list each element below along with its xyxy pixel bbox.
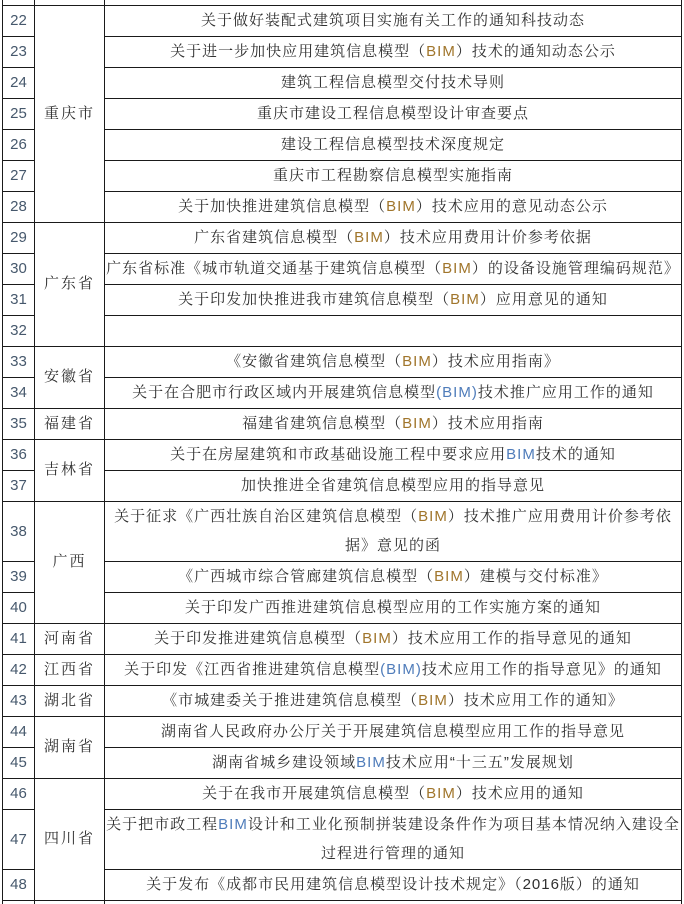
- bim-highlight-text: (BIM): [436, 383, 478, 401]
- table-row: [3, 439, 682, 470]
- bim-highlight-text: BIM: [362, 629, 392, 647]
- bim-highlight-text: BIM: [402, 414, 432, 432]
- document-title-cell: [105, 129, 682, 160]
- document-title-cell: [105, 561, 682, 592]
- row-number-cell: 34: [3, 377, 35, 408]
- document-title-cell: [105, 716, 682, 747]
- table-row: [3, 222, 682, 253]
- table-body: [3, 0, 682, 904]
- document-title-cell: [105, 346, 682, 377]
- title-text: 关于在我市开展建筑信息模型（: [202, 784, 427, 802]
- table-row: [3, 623, 682, 654]
- title-text: 关于做好装配式建筑项目实施有关工作的通知科技动态: [200, 11, 585, 29]
- bim-highlight-text: BIM: [442, 259, 472, 277]
- row-number-cell: 39: [3, 561, 35, 592]
- partial-row-bottom: [3, 900, 682, 904]
- title-text: 设计和工业化预制拼装建设条件作为项目基本情况纳入建设全过程进行管理的通知: [247, 816, 680, 862]
- document-title-cell: [105, 809, 682, 869]
- title-text: 广东省标准《城市轨道交通基于建筑信息模型（: [106, 259, 443, 277]
- row-number-cell: 30: [3, 253, 35, 284]
- province-cell: 江西省: [35, 654, 105, 685]
- province-cell: 河南省: [35, 623, 105, 654]
- title-text: 关于征求《广西壮族自治区建筑信息模型（: [114, 508, 419, 525]
- province-cell: 四川省: [35, 778, 105, 900]
- bim-highlight-text: (BIM): [380, 660, 422, 678]
- table-row: [3, 129, 682, 160]
- partial-row-cell: [105, 900, 682, 904]
- title-text: 关于加快推进建筑信息模型（: [178, 197, 387, 215]
- row-number-cell: 36: [3, 439, 35, 470]
- document-title-cell: [105, 778, 682, 809]
- table-row: [3, 377, 682, 408]
- title-text: 技术推广应用工作的通知: [477, 383, 654, 401]
- bim-highlight-text: BIM: [450, 290, 480, 308]
- title-text: 技术应用“十三五”发展规划: [385, 753, 574, 771]
- table-row: [3, 5, 682, 36]
- title-text: 关于印发广西推进建筑信息模型应用的工作实施方案的通知: [184, 598, 601, 616]
- table-row: [3, 592, 682, 623]
- bim-highlight-text: BIM: [434, 567, 464, 585]
- document-title-cell: [105, 685, 682, 716]
- document-title-cell: [105, 253, 682, 284]
- title-text: 湖南省人民政府办公厅关于开展建筑信息模型应用工作的指导意见: [160, 722, 625, 740]
- row-number-cell: 25: [3, 98, 35, 129]
- table-row: [3, 36, 682, 67]
- row-number-cell: 45: [3, 747, 35, 778]
- title-text: ）技术应用的通知: [455, 784, 584, 802]
- partial-row-cell: [35, 900, 105, 904]
- bim-highlight-text: BIM: [418, 691, 448, 709]
- document-title-cell: [105, 623, 682, 654]
- title-text: 技术的通知: [535, 445, 616, 463]
- table-row: [3, 408, 682, 439]
- title-text: ）技术的通知动态公示: [455, 42, 616, 60]
- title-text: 建筑工程信息模型交付技术导则: [280, 73, 505, 91]
- title-text: 建设工程信息模型技术深度规定: [280, 135, 505, 153]
- province-cell: 湖南省: [35, 716, 105, 778]
- province-cell: 湖北省: [35, 685, 105, 716]
- bim-policy-table: [2, 0, 682, 904]
- document-title-cell: [105, 439, 682, 470]
- title-text: 《安徽省建筑信息模型（: [226, 352, 403, 370]
- bim-highlight-text: BIM: [426, 42, 456, 60]
- document-title-cell: [105, 315, 682, 346]
- bim-highlight-text: BIM: [426, 784, 456, 802]
- row-number-cell: 35: [3, 408, 35, 439]
- title-text: 重庆市工程勘察信息模型实施指南: [272, 166, 513, 184]
- title-text: ）的设备设施管理编码规范》: [471, 259, 680, 277]
- title-text: 技术应用工作的指导意见》的通知: [421, 660, 662, 678]
- row-number-cell: 41: [3, 623, 35, 654]
- title-text: ）技术应用费用计价参考依据: [383, 228, 592, 246]
- title-text: 广东省建筑信息模型（: [194, 228, 355, 246]
- document-title-cell: [105, 160, 682, 191]
- table-row: [3, 747, 682, 778]
- title-text: ）技术应用工作的指导意见的通知: [391, 629, 632, 647]
- title-text: 关于印发加快推进我市建筑信息模型（: [178, 290, 451, 308]
- row-number-cell: 48: [3, 869, 35, 900]
- table-row: [3, 67, 682, 98]
- row-number-cell: 43: [3, 685, 35, 716]
- document-title-cell: [105, 470, 682, 501]
- table-row: [3, 284, 682, 315]
- row-number-cell: 40: [3, 592, 35, 623]
- table-row: [3, 160, 682, 191]
- document-title-cell: [105, 408, 682, 439]
- document-title-cell: [105, 191, 682, 222]
- bim-highlight-text: BIM: [402, 352, 432, 370]
- partial-row-cell: [3, 900, 35, 904]
- document-title-cell: [105, 501, 682, 561]
- title-text: ）技术推广应用费用计价参考依据》意见的函: [344, 508, 672, 554]
- table-row: [3, 778, 682, 809]
- document-title-cell: [105, 222, 682, 253]
- table-row: [3, 501, 682, 561]
- title-text: ）应用意见的通知: [479, 290, 608, 308]
- document-title-cell: [105, 869, 682, 900]
- title-text: 关于印发推进建筑信息模型（: [154, 629, 363, 647]
- table-row: [3, 315, 682, 346]
- province-cell: 吉林省: [35, 439, 105, 501]
- document-title-cell: [105, 592, 682, 623]
- row-number-cell: 46: [3, 778, 35, 809]
- title-text: 重庆市建设工程信息模型设计审查要点: [256, 104, 529, 122]
- row-number-cell: 38: [3, 501, 35, 561]
- row-number-cell: 47: [3, 809, 35, 869]
- title-text: 加快推进全省建筑信息模型应用的指导意见: [240, 476, 545, 494]
- title-text: 关于把市政工程: [106, 816, 219, 833]
- table-row: [3, 809, 682, 869]
- title-text: 关于进一步加快应用建筑信息模型（: [170, 42, 427, 60]
- row-number-cell: 22: [3, 5, 35, 36]
- document-title-cell: [105, 747, 682, 778]
- title-text: 关于发布《成都市民用建筑信息模型设计技术规定》（2016版）的通知: [146, 875, 640, 893]
- title-text: 关于在房屋建筑和市政基础设施工程中要求应用: [170, 445, 507, 463]
- province-cell: 广西: [35, 501, 105, 623]
- title-text: 《广西城市综合管廊建筑信息模型（: [178, 567, 435, 585]
- title-text: ）技术应用指南: [431, 414, 544, 432]
- table-row: [3, 685, 682, 716]
- bim-highlight-text: BIM: [418, 508, 448, 525]
- table-row: [3, 191, 682, 222]
- row-number-cell: 29: [3, 222, 35, 253]
- row-number-cell: 42: [3, 654, 35, 685]
- title-text: 湖南省城乡建设领域: [212, 753, 357, 771]
- table-row: [3, 470, 682, 501]
- row-number-cell: 37: [3, 470, 35, 501]
- title-text: ）技术应用工作的通知》: [447, 691, 624, 709]
- province-cell: 广东省: [35, 222, 105, 346]
- row-number-cell: 24: [3, 67, 35, 98]
- table-row: [3, 253, 682, 284]
- title-text: 关于印发《江西省推进建筑信息模型: [124, 660, 381, 678]
- document-title-cell: [105, 36, 682, 67]
- title-text: ）技术应用指南》: [431, 352, 560, 370]
- table-row: [3, 561, 682, 592]
- row-number-cell: 27: [3, 160, 35, 191]
- province-cell: 安徽省: [35, 346, 105, 408]
- table-row: [3, 98, 682, 129]
- bim-highlight-text: BIM: [218, 816, 248, 833]
- row-number-cell: 44: [3, 716, 35, 747]
- bim-highlight-text: BIM: [356, 753, 386, 771]
- title-text: 福建省建筑信息模型（: [242, 414, 403, 432]
- bim-highlight-text: BIM: [506, 445, 536, 463]
- document-title-cell: [105, 654, 682, 685]
- document-title-cell: [105, 377, 682, 408]
- table-row: [3, 869, 682, 900]
- document-title-cell: [105, 5, 682, 36]
- title-text: 《市城建委关于推进建筑信息模型（: [162, 691, 419, 709]
- title-text: 关于在合肥市行政区域内开展建筑信息模型: [132, 383, 437, 401]
- document-title-cell: [105, 284, 682, 315]
- province-cell: 福建省: [35, 408, 105, 439]
- table-row: [3, 716, 682, 747]
- bim-highlight-text: BIM: [354, 228, 384, 246]
- row-number-cell: 23: [3, 36, 35, 67]
- table-row: [3, 346, 682, 377]
- document-title-cell: [105, 67, 682, 98]
- bim-highlight-text: BIM: [386, 197, 416, 215]
- row-number-cell: 33: [3, 346, 35, 377]
- title-text: ）建模与交付标准》: [463, 567, 608, 585]
- row-number-cell: 31: [3, 284, 35, 315]
- document-title-cell: [105, 98, 682, 129]
- row-number-cell: 28: [3, 191, 35, 222]
- table-row: [3, 654, 682, 685]
- row-number-cell: 32: [3, 315, 35, 346]
- title-text: ）技术应用的意见动态公示: [415, 197, 608, 215]
- province-cell: 重庆市: [35, 5, 105, 222]
- row-number-cell: 26: [3, 129, 35, 160]
